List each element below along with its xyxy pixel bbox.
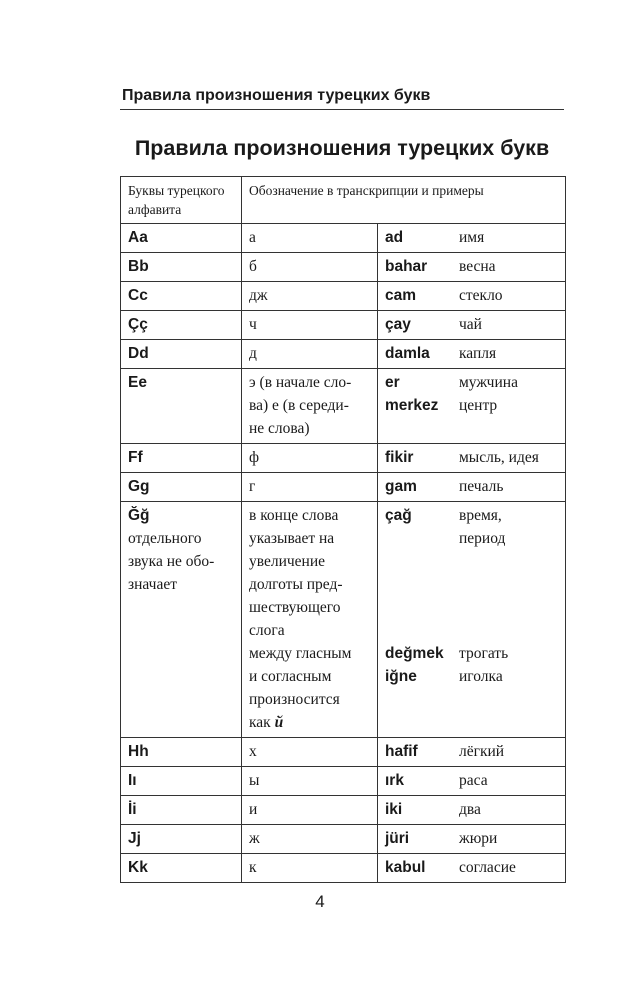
- sound-line: э (в начале сло-: [249, 374, 352, 391]
- sound-cell: б: [242, 253, 378, 282]
- letter-cell: Bb: [121, 253, 242, 282]
- example-translation: раса: [459, 772, 488, 789]
- example-translation: капля: [459, 345, 497, 362]
- sound-cell: дж: [242, 282, 378, 311]
- table-row: [121, 738, 566, 767]
- example-word: cam: [385, 287, 417, 304]
- table-row: [121, 340, 566, 369]
- table-row: [121, 796, 566, 825]
- sound-emphasis: й: [274, 714, 284, 731]
- example-word: çay: [385, 316, 411, 333]
- example-translation: печаль: [459, 478, 504, 495]
- example-word: iğne: [385, 668, 417, 685]
- table-row: [121, 825, 566, 854]
- sound-line: как: [249, 714, 271, 731]
- example-cell: [378, 444, 566, 473]
- table-row: [121, 369, 566, 444]
- sound-line: увеличение: [249, 553, 326, 570]
- example-translation: чай: [459, 316, 482, 333]
- table-row: [121, 854, 566, 883]
- example-word: iki: [385, 801, 403, 818]
- sound-cell: ф: [242, 444, 378, 473]
- example-word: damla: [385, 345, 430, 362]
- letter-cell: Dd: [121, 340, 242, 369]
- example-cell: [378, 738, 566, 767]
- example-cell: [378, 224, 566, 253]
- letter-cell: Çç: [121, 311, 242, 340]
- example-word: değmek: [385, 645, 444, 662]
- example-spacer: [385, 550, 558, 642]
- sound-cell: ч: [242, 311, 378, 340]
- header-rule: [120, 109, 564, 110]
- table-row: [121, 502, 566, 738]
- example-cell: [378, 502, 566, 738]
- example-word: ad: [385, 229, 404, 246]
- example-cell: [378, 311, 566, 340]
- example-translation: согласие: [459, 859, 516, 876]
- sound-cell: ж: [242, 825, 378, 854]
- example-translation: [459, 504, 558, 550]
- letter-cell: Cc: [121, 282, 242, 311]
- example-word: fikir: [385, 449, 414, 466]
- letter-cell: Ff: [121, 444, 242, 473]
- example-translation: иголка: [459, 668, 503, 685]
- sound-line: шествующего: [249, 599, 341, 616]
- example-word: merkez: [385, 397, 439, 414]
- sound-cell: [242, 502, 378, 738]
- letter-cell: Gg: [121, 473, 242, 502]
- example-word: hafif: [385, 743, 418, 760]
- example-word: jüri: [385, 830, 410, 847]
- example-translation: весна: [459, 258, 496, 275]
- sound-line: указывает на: [249, 530, 335, 547]
- example-translation: мысль, идея: [459, 449, 539, 466]
- sound-cell: к: [242, 854, 378, 883]
- table-row: [121, 224, 566, 253]
- table-row: [121, 282, 566, 311]
- letter-cell: Iı: [121, 767, 242, 796]
- example-translation-line: период: [459, 530, 506, 547]
- letter-cell: Aa: [121, 224, 242, 253]
- example-word: er: [385, 374, 400, 391]
- example-translation-line: время,: [459, 507, 502, 524]
- example-translation: мужчина: [459, 374, 518, 391]
- example-cell: [378, 282, 566, 311]
- sound-cell: ы: [242, 767, 378, 796]
- letter-cell: İi: [121, 796, 242, 825]
- table-row: [121, 767, 566, 796]
- example-cell: [378, 340, 566, 369]
- sound-line: долготы пред-: [249, 576, 343, 593]
- example-translation: два: [459, 801, 481, 818]
- example-translation: стекло: [459, 287, 503, 304]
- letter-note-line: значает: [128, 576, 178, 593]
- sound-cell: и: [242, 796, 378, 825]
- letter-cell: Kk: [121, 854, 242, 883]
- letter-note-line: звука не обо-: [128, 553, 215, 570]
- column-header-letters-line: Буквы турецкого: [128, 183, 225, 198]
- table-row: [121, 311, 566, 340]
- example-cell: [378, 796, 566, 825]
- sound-line: не слова): [249, 420, 310, 437]
- column-header-transcription: Обозначение в транскрипции и примеры: [242, 177, 566, 224]
- sound-line: слога: [249, 622, 285, 639]
- sound-cell: [242, 369, 378, 444]
- table-header-row: [121, 177, 566, 224]
- example-cell: [378, 473, 566, 502]
- sound-line-last: [249, 711, 370, 734]
- page-number: 4: [315, 892, 325, 911]
- table-row: [121, 253, 566, 282]
- sound-line: ва) е (в середи-: [249, 397, 349, 414]
- page-title: Правила произношения турецких букв: [134, 136, 550, 160]
- example-cell: [378, 854, 566, 883]
- example-word: gam: [385, 478, 417, 495]
- example-cell: [378, 825, 566, 854]
- sound-cell: а: [242, 224, 378, 253]
- example-word: bahar: [385, 258, 428, 275]
- example-cell: [378, 369, 566, 444]
- example-cell: [378, 253, 566, 282]
- example-translation: центр: [459, 397, 498, 414]
- letter-cell: Hh: [121, 738, 242, 767]
- example-cell: [378, 767, 566, 796]
- example-translation: трогать: [459, 645, 509, 662]
- sound-cell: х: [242, 738, 378, 767]
- sound-line: и согласным: [249, 668, 332, 685]
- pronunciation-table: [120, 176, 566, 883]
- example-translation: имя: [459, 229, 485, 246]
- example-translation: жюри: [459, 830, 498, 847]
- letter-cell: Ee: [121, 369, 242, 444]
- sound-cell: г: [242, 473, 378, 502]
- sound-cell: д: [242, 340, 378, 369]
- table-row: [121, 473, 566, 502]
- example-word: kabul: [385, 859, 426, 876]
- column-header-letters: [121, 177, 242, 224]
- sound-line: между гласным: [249, 645, 352, 662]
- example-translation: лёгкий: [459, 743, 505, 760]
- letter-cell: [121, 502, 242, 738]
- running-head: Правила произношения турецких букв: [122, 87, 431, 104]
- example-word: çağ: [385, 507, 412, 524]
- letter-cell: Jj: [121, 825, 242, 854]
- column-header-letters-line: алфавита: [128, 202, 182, 217]
- sound-line: произносится: [249, 691, 340, 708]
- letter-note-line: отдельного: [128, 530, 202, 547]
- sound-line: в конце слова: [249, 507, 339, 524]
- example-word: ırk: [385, 772, 404, 789]
- letter-glyph: Ğğ: [128, 507, 150, 524]
- table-row: [121, 444, 566, 473]
